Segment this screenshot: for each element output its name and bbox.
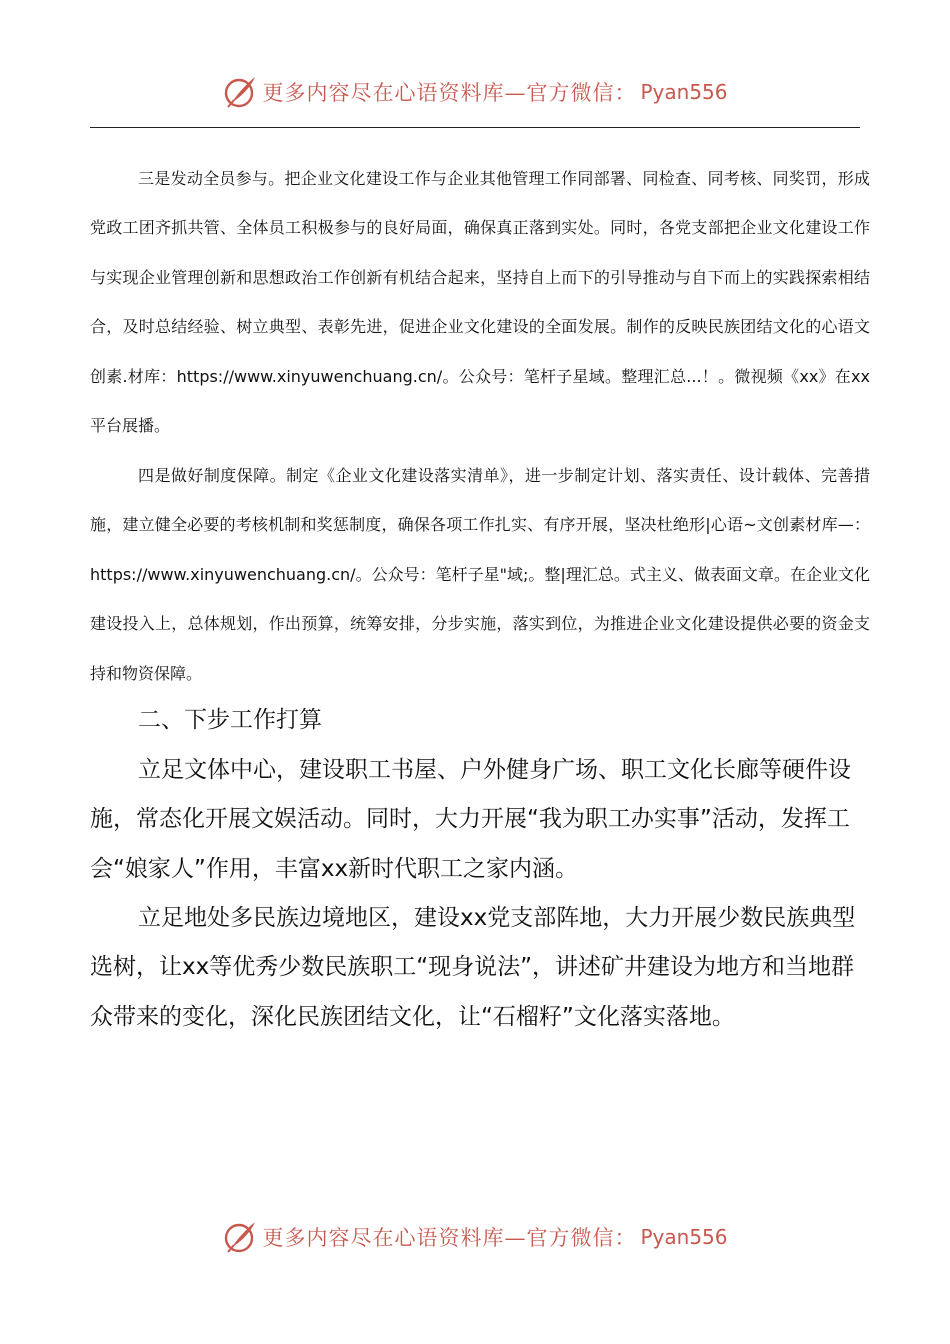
header-divider (90, 127, 860, 128)
paragraph-staff-participation: 三是发动全员参与。把企业文化建设工作与企业其他管理工作同部署、同检查、同考核、同奖罚，形成党政工团齐抓共管、全体员工积极参与的良好局面，确保真正落到实处。同时，各党支部把企业文化建设工作与实现企业管理创新和思想政治工作创新有机结合起来，坚持自上而下的引导推动与自下而上的实践探索相结合，及时总结经验、树立典型、表彰先进，促进企业文化建设的全面发展。制作的反映民族团结文化的心语文创素.材库：https://www.xinyuwenchuang.cn/。公众号：笔杆子星域。整理汇总...！。微视频《xx》在xx平台展播。 (90, 169, 870, 436)
paragraph-ethnic-unity: 立足地处多民族边境地区，建设xx党支部阵地，大力开展少数民族典型选树，让xx等优秀少数民族职工“现身说法”，讲述矿井建设为地方和当地群众带来的变化，深化民族团结文化，让“石榴籽”文化落实落地。 (90, 905, 856, 1030)
quill-pen-logo-icon (222, 1219, 258, 1255)
wechat-id: Pyan556 (640, 1225, 728, 1249)
watermark-text: 更多内容尽在心语资料库—官方微信： (262, 81, 637, 105)
watermark-text: 更多内容尽在心语资料库—官方微信： (262, 1226, 637, 1250)
wechat-id: Pyan556 (640, 80, 728, 104)
quill-pen-logo-icon (222, 74, 258, 110)
paragraph-system-guarantee: 四是做好制度保障。制定《企业文化建设落实清单》，进一步制定计划、落实责任、设计载体、完善措施，建立健全必要的考核机制和奖惩制度，确保各项工作扎实、有序开展，坚决杜绝形|心语~文创素材库—：https://www.xinyuwenchuang.cn/。公众号：笔杆子星"域;。整|理汇总。式主义、做表面文章。在企业文化建设投入上，总体规划，作出预算，统筹安排，分步实施，落实到位，为推进企业文化建设提供必要的资金支持和物资保障。 (90, 466, 870, 683)
header-watermark-banner (0, 72, 950, 112)
section-heading: 二、下步工作打算 (138, 707, 322, 733)
footer-watermark-banner (0, 1217, 950, 1257)
paragraph-culture-center: 立足文体中心，建设职工书屋、户外健身广场、职工文化长廊等硬件设施，常态化开展文娱活动。同时，大力开展“我为职工办实事”活动，发挥工会“娘家人”作用，丰富xx新时代职工之家内涵。 (90, 757, 851, 882)
